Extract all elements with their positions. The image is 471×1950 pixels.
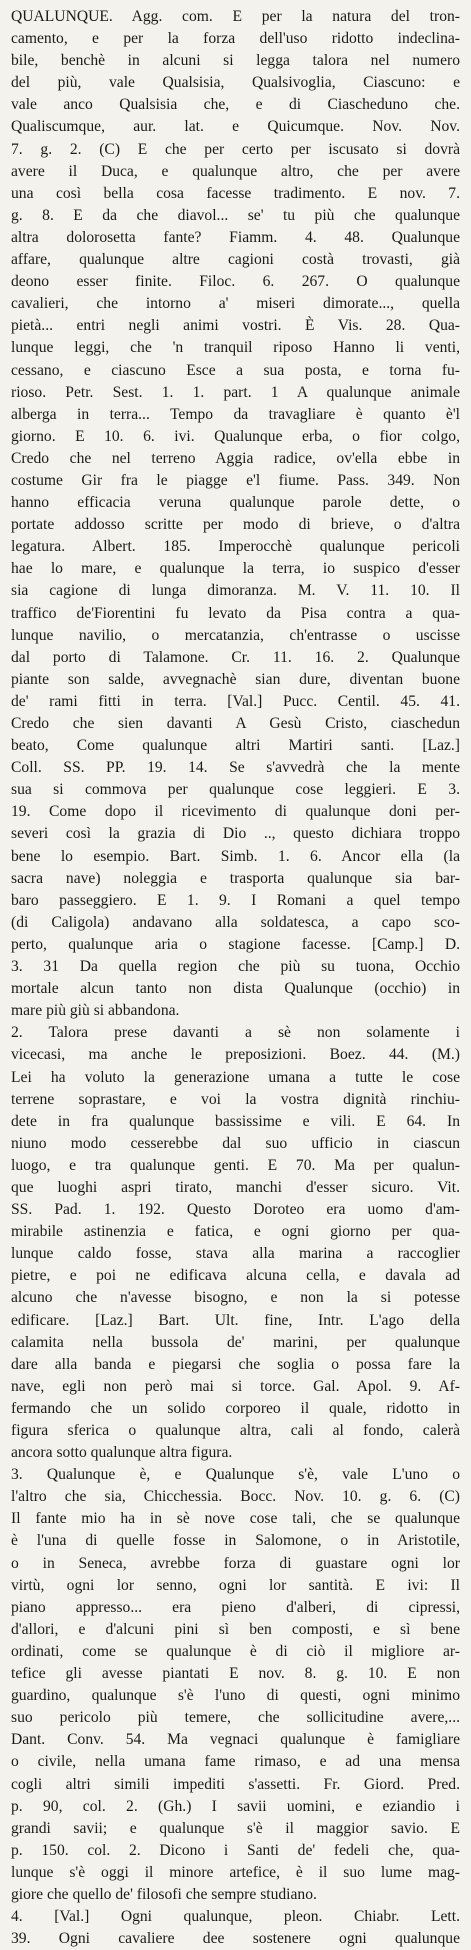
- text-line: giorno. E 10. 6. ivi. Qualunque erba, o fior colgo,: [11, 427, 460, 445]
- text-line: mare più giù si abbandona.: [11, 1002, 180, 1020]
- text-line: pietà... entri negli animi vostri. È Vis. 28. Qua-: [11, 317, 460, 335]
- text-line: una così bella cosa facesse tradimento. E nov. 7.: [11, 184, 460, 202]
- text-line: 2. Talora prese davanti a sè non solamente i: [11, 1024, 460, 1042]
- text-line: beato, Come qualunque altri Martiri santi. [Laz.]: [11, 737, 460, 755]
- text-line: baro passeggiero. E 1. 9. I Romani a quel tempo: [11, 891, 460, 909]
- text-line: 7. g. 2. (C) E che per certo per iscusato si dovrà: [11, 140, 460, 158]
- text-line: dare alla banda e piegarsi che soglia o possa fare la: [11, 1355, 460, 1373]
- text-line: Lei ha voluto la generazione umana a tutte le cose: [11, 1068, 460, 1086]
- text-line: camento, e per la forza dell'uso ridotto indeclina-: [11, 30, 460, 48]
- text-line: luogo, e tra qualunque genti. E 70. Ma per qualun-: [11, 1156, 460, 1174]
- text-line: edificare. [Laz.] Bart. Ult. fine, Intr. L'ago della: [11, 1311, 460, 1329]
- text-line: p. 150. col. 2. Dicono i Santi de' fedeli che, qua-: [11, 1841, 460, 1859]
- text-line: tefice gli avesse piantati E nov. 8. g. 10. E non: [11, 1665, 460, 1683]
- text-line: deono esser finite. Filoc. 6. 267. O qualunque: [11, 273, 460, 291]
- text-line: niuno modo cesserebbe dal suo ufficio in ciascun: [11, 1134, 460, 1152]
- text-line: avere il Duca, e qualunque altro, che per avere: [11, 162, 460, 180]
- text-line: piante son salde, avvegnachè sian dure, diventan buone: [11, 670, 460, 688]
- text-line: 3. 31 Da quella region che più su tuona, Occhio: [11, 958, 460, 976]
- text-line: figura sferica o qualunque altra, cali al fondo, calerà: [11, 1422, 460, 1439]
- text-line: SS. Pad. 1. 192. Questo Doroteo era uomo d'am-: [11, 1201, 460, 1219]
- text-line: 19. Come dopo il ricevimento di qualunque doni per-: [11, 803, 460, 821]
- text-line: cessano, e ciascuno Esce a sua posta, e torna fu-: [11, 361, 460, 379]
- text-line: piano appresso... era pieno d'alberi, di cipressi,: [11, 1598, 460, 1616]
- text-line: guardino, qualunque s'è l'uno di questi, ogni minimo: [11, 1687, 460, 1705]
- text-line: bile, benchè in alcuni si legga talora nel numero: [11, 52, 460, 70]
- text-line: suo pericolo più temere, che sollicitudine avere,...: [11, 1709, 460, 1727]
- text-line: del più, vale Qualsisia, Qualsivoglia, Ciascuno: e: [11, 74, 460, 92]
- text-line: perto, qualunque aria o stagione facesse. [Camp.] D.: [11, 935, 460, 953]
- text-line: altra dolorosetta fante? Fiamm. 4. 48. Qualunque: [11, 228, 460, 246]
- text-line: traffico de'Fiorentini fu levato da Pisa contra a qua-: [11, 604, 460, 622]
- text-line: QUALUNQUE. Agg. com. E per la natura del tron-: [11, 8, 460, 25]
- text-line: terrene soprastare, e voi la vostra dignità rinchiu-: [11, 1090, 460, 1108]
- text-line: d'allori, e d'alcuni pini sì ben composti, e sì bene: [11, 1620, 460, 1638]
- text-line: Coll. SS. PP. 19. 14. Se s'avvedrà che la mente: [11, 759, 460, 777]
- text-line: affare, qualunque altre cagioni costà trovasti, già: [11, 251, 460, 269]
- text-line: p. 90, col. 2. (Gh.) I savii uomini, e eziandio i: [11, 1797, 460, 1815]
- text-line: nave, egli non però mai si torce. Gal. Apol. 9. Af-: [11, 1377, 460, 1395]
- text-line: que luoghi aspri tirato, manchi d'esser sicuro. Vit.: [11, 1178, 460, 1196]
- text-line: sacra nave) noleggia e trasporta qualunque sia bar-: [11, 869, 460, 887]
- text-line: mirabile astinenzia e fatica, e ogni giorno per qua-: [11, 1223, 460, 1241]
- text-line: o civile, nella umana fame rimaso, e ad una mensa: [11, 1753, 460, 1771]
- text-line: Credo che sien davanti A Gesù Cristo, ciaschedun: [11, 715, 460, 732]
- text-line: lunque caldo fosse, stava alla marina a raccoglier: [11, 1245, 460, 1263]
- text-line: hanno efficacia veruna qualunque parole dette, o: [11, 494, 460, 512]
- text-line: dal porto di Talamone. Cr. 11. 16. 2. Qualunque: [11, 648, 460, 666]
- text-line: rioso. Petr. Sest. 1. 1. part. 1 A qualunque animale: [11, 383, 460, 401]
- text-line: virtù, ogni lor senno, ogni lor santità. E ivi: Il: [11, 1576, 460, 1594]
- text-line: dete in fra qualunque bassissime e vili. E 64. In: [11, 1112, 460, 1130]
- text-line: calamita nella bussola de' marini, per qualunque: [11, 1333, 460, 1351]
- text-line: severi così la grazia di Dio .., questo dichiara troppo: [11, 825, 460, 843]
- text-line: o in Seneca, avrebbe forza di guastare ogni lor: [11, 1554, 460, 1572]
- text-line: Credo che nel terreno Aggia radice, ov'ella ebbe in: [11, 449, 460, 467]
- text-line: 4. [Val.] Ogni qualunque, pleon. Chiabr. Lett.: [11, 1908, 460, 1926]
- text-line: vale anco Qualsisia che, e di Ciascheduno che.: [11, 96, 460, 114]
- text-line: lunque navilio, o mercatanzia, ch'entrasse o uscisse: [11, 626, 460, 644]
- text-line: hae lo mare, e qualunque la terra, io suspico d'esser: [11, 560, 460, 578]
- text-line: Dant. Conv. 54. Ma vegnaci qualunque è famigliare: [11, 1731, 460, 1749]
- text-line: fermando che un solido corporeo il quale, ridotto in: [11, 1399, 460, 1417]
- text-line: costume Gir fra le piagge e'l fiume. Pass. 349. Non: [11, 471, 460, 489]
- text-line: ordinati, come se qualunque è di ciò il migliore ar-: [11, 1642, 460, 1660]
- text-line: alberga in terra... Tempo da travagliare è quanto è'l: [11, 405, 460, 423]
- text-line: legatura. Albert. 185. Imperocchè qualunque pericoli: [11, 538, 460, 556]
- text-line: 3. Qualunque è, e Qualunque s'è, vale L'uno o: [11, 1466, 460, 1484]
- text-line: cogli altri simili impediti s'assetti. Fr. Giord. Pred.: [11, 1775, 460, 1793]
- text-line: l'altro che sia, Chicchessia. Bocc. Nov. 10. g. 6. (C): [11, 1488, 460, 1506]
- text-line: ancora sotto qualunque altra figura.: [11, 1444, 233, 1462]
- text-line: è l'una di quelle fosse in Salomone, o in Aristotile,: [11, 1532, 460, 1550]
- text-line: vicecasi, ma anche le preposizioni. Boez. 44. (M.): [11, 1046, 460, 1064]
- text-line: g. 8. E da che diavol... se' tu più che qualunque: [11, 206, 460, 224]
- text-line: lunque leggi, che 'n tranquil riposo Hanno li venti,: [11, 339, 460, 357]
- text-line: lunque s'è oggi il minore artefice, è il suo lume mag-: [11, 1863, 460, 1881]
- text-line: cavalieri, che intorno a' miseri dimorate..., quella: [11, 295, 460, 313]
- text-line: alcuno che n'avesse bisogno, e non la si potesse: [11, 1289, 460, 1307]
- text-line: mortale alcun tanto non dista Qualunque (occhio) in: [11, 980, 460, 998]
- text-line: sua si commova per qualunque cose leggieri. E 3.: [11, 781, 460, 799]
- text-line: sia cagione di lunga dimoranza. M. V. 11. 10. Il: [11, 582, 460, 600]
- text-line: pietre, e poi ne edificava alcuna cella, e davala ad: [11, 1267, 460, 1285]
- text-line: Il fante mio ha in sè nove cose tali, che se qualunque: [11, 1510, 460, 1528]
- text-line: (di Caligola) andavano alla soldatesca, a capo sco-: [11, 913, 460, 931]
- text-line: 39. Ogni cavaliere dee sostenere ogni qualunque: [11, 1930, 460, 1948]
- text-line: Qualiscumque, aur. lat. e Quicumque. Nov. Nov.: [11, 118, 460, 136]
- text-line: giore che quello de' filosofi che sempre studiano.: [11, 1885, 317, 1903]
- text-line: grandi savii; e qualunque s'è il maggior savio. E: [11, 1819, 460, 1837]
- text-line: portate addosso scritte per modo di brieve, o d'altra: [11, 516, 460, 534]
- text-line: bene lo esempio. Bart. Simb. 1. 6. Ancor ella (la: [11, 847, 460, 865]
- text-line: de' rami fitti in terra. [Val.] Pucc. Centil. 45. 41.: [11, 692, 460, 710]
